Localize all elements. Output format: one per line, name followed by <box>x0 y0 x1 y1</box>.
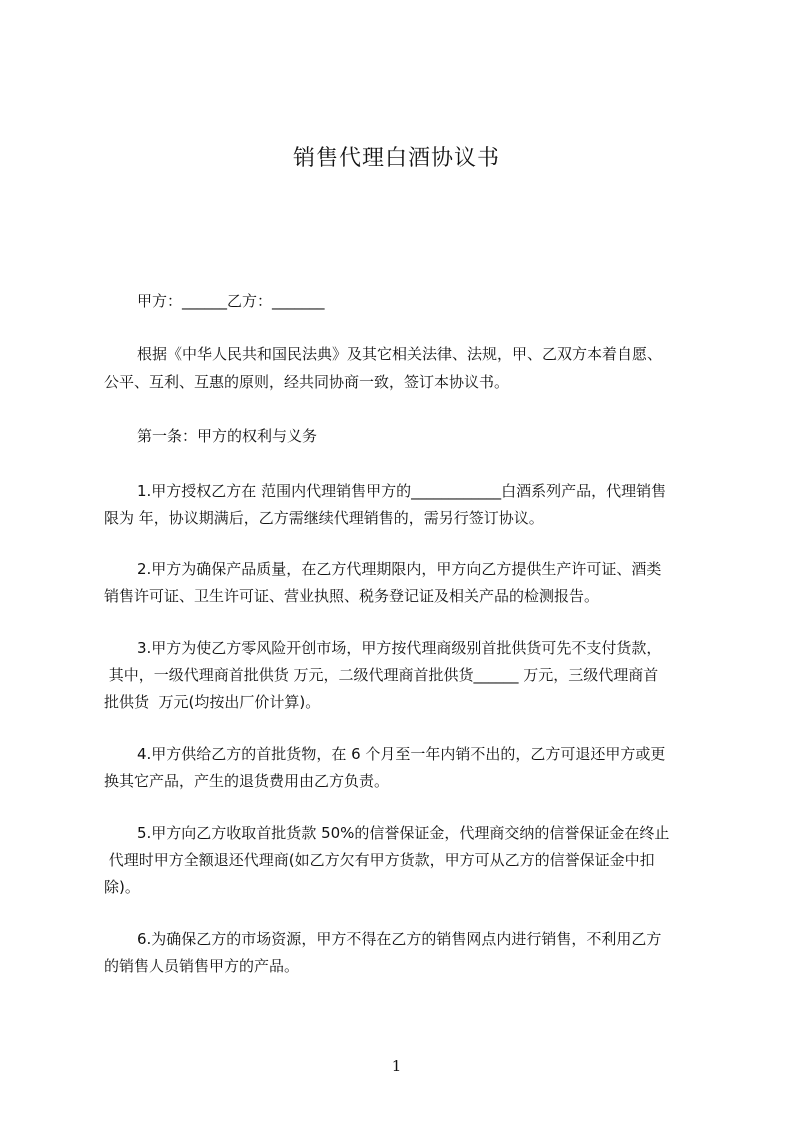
parties-line: 甲方：______乙方：_______ <box>137 292 325 310</box>
clause-5-line-1: 5.甲方向乙方收取首批货款 50%的信誉保证金，代理商交纳的信誉保证金在终止 <box>137 824 670 842</box>
clause-1-line-2: 限为 年，协议期满后，乙方需继续代理销售的，需另行签订协议。 <box>104 509 544 527</box>
clause-2-line-1: 2.甲方为确保产品质量，在乙方代理期限内，甲方向乙方提供生产许可证、酒类 <box>137 560 662 578</box>
clause-5-line-2: 代理时甲方全额退还代理商(如乙方欠有甲方货款，甲方可从乙方的信誉保证金中扣 <box>104 851 655 869</box>
clause-4-line-2: 换其它产品，产生的退货费用由乙方负责。 <box>104 772 390 790</box>
page-number: 1 <box>391 1057 402 1075</box>
intro-line-2: 公平、互利、互惠的原则，经共同协商一致，签订本协议书。 <box>104 373 510 391</box>
clause-3-line-2: 其中，一级代理商首批供货 万元，二级代理商首批供货______ 万元，三级代理商首 <box>104 666 659 684</box>
document-title: 销售代理白酒协议书 <box>292 146 500 171</box>
intro-line-1: 根据《中华人民共和国民法典》及其它相关法律、法规，甲、乙双方本着自愿、 <box>137 345 663 363</box>
clause-6-line-1: 6.为确保乙方的市场资源，甲方不得在乙方的销售网点内进行销售，不利用乙方 <box>137 930 662 948</box>
article-1-heading: 第一条：甲方的权利与义务 <box>137 427 318 445</box>
clause-3-line-3: 批供货 万元(均按出厂价计算)。 <box>104 693 321 711</box>
clause-4-line-1: 4.甲方供给乙方的首批货物，在 6 个月至一年内销不出的，乙方可退还甲方或更 <box>137 745 666 763</box>
clause-6-line-2: 的销售人员销售甲方的产品。 <box>104 957 300 975</box>
clause-5-line-3: 除)。 <box>104 878 140 896</box>
clause-3-line-1: 3.甲方为使乙方零风险开创市场，甲方按代理商级别首批供货可先不支付货款， <box>137 639 662 657</box>
clause-2-line-2: 销售许可证、卫生许可证、营业执照、税务登记证及相关产品的检测报告。 <box>104 587 600 605</box>
clause-1-line-1: 1.甲方授权乙方在 范围内代理销售甲方的____________白酒系列产品，代理销售 <box>137 482 667 500</box>
